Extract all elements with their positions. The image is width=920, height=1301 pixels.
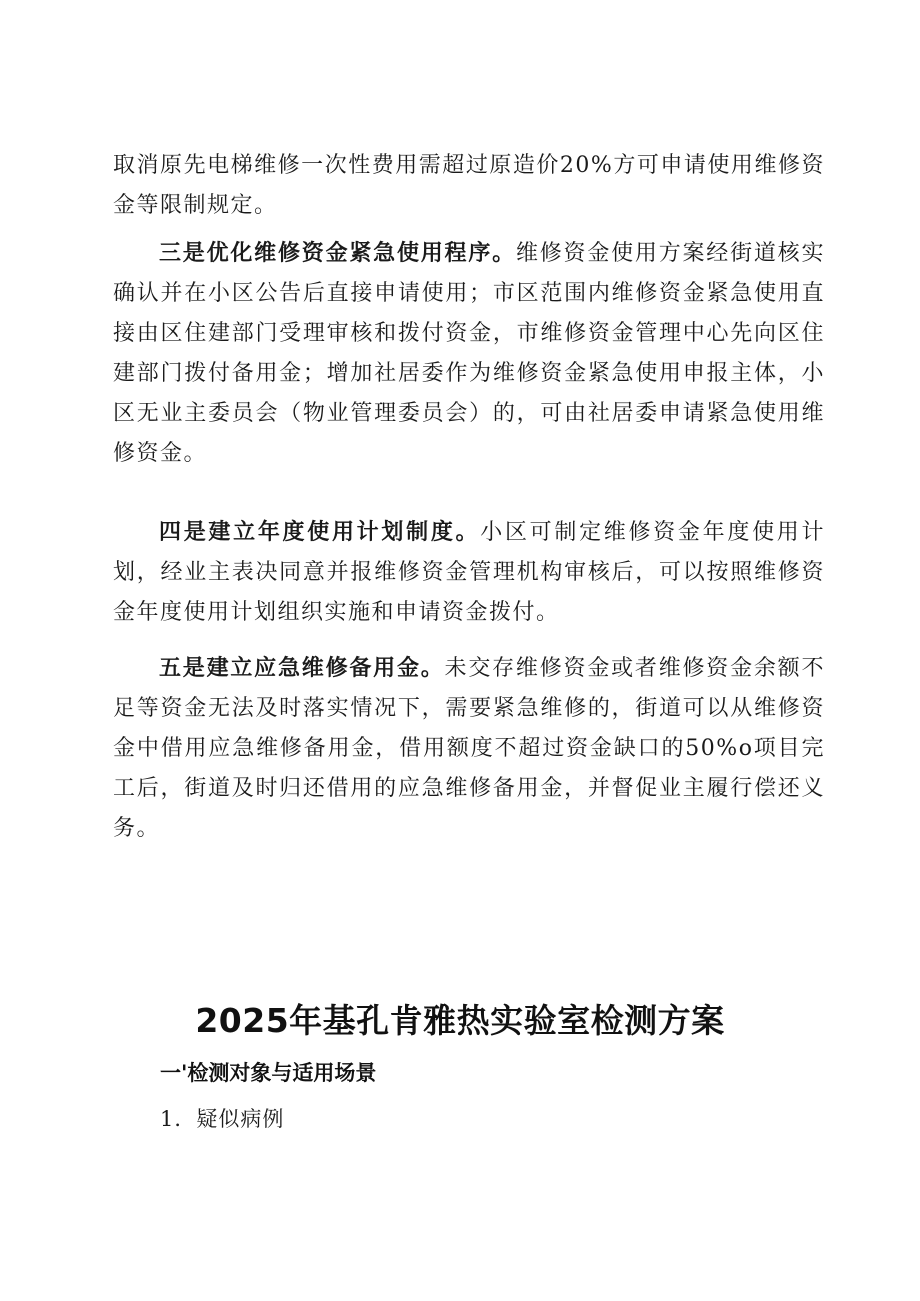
document-title: 2025年基孔肯雅热实验室检测方案 bbox=[195, 1001, 725, 1040]
measure-three bbox=[113, 234, 825, 474]
measure-four bbox=[113, 513, 825, 633]
measure-five bbox=[113, 649, 825, 849]
measure-lead: 四是建立年度使用计划制度。 bbox=[159, 520, 481, 545]
measure-body: 未交存维修资金或者维修资金余额不足等资金无法及时落实情况下，需要紧急维修的，街道可以从维修资金中借用应急维修备用金，借用额度不超过资金缺口的50%o项目完工后，街道及时归还借用的应急维修备用金，并督促业主履行偿还义务。 bbox=[113, 656, 825, 841]
measure-body: 维修资金使用方案经街道核实确认并在小区公告后直接申请使用；市区范围内维修资金紧急使用直接由区住建部门受理审核和拨付资金，市维修资金管理中心先向区住建部门拨付备用金；增加社居委作为维修资金紧急使用申报主体，小区无业主委员会（物业管理委员会）的，可由社居委申请紧急使用维修资金。 bbox=[113, 241, 825, 466]
measure-paragraph bbox=[113, 234, 825, 474]
measure-lead: 三是优化维修资金紧急使用程序。 bbox=[159, 241, 516, 266]
continuation-block bbox=[113, 146, 825, 226]
sub-item: 1．疑似病例 bbox=[160, 1107, 285, 1131]
measure-paragraph bbox=[113, 649, 825, 849]
measure-body: 小区可制定维修资金年度使用计划，经业主表决同意并报维修资金管理机构审核后，可以按照维修资金年度使用计划组织实施和申请资金拨付。 bbox=[113, 520, 825, 625]
measure-paragraph bbox=[113, 513, 825, 633]
continuation-paragraph: 取消原先电梯维修一次性费用需超过原造价20%方可申请使用维修资金等限制规定。 bbox=[113, 153, 825, 218]
section-heading: 一'检测对象与适用场景 bbox=[160, 1061, 377, 1085]
measure-lead: 五是建立应急维修备用金。 bbox=[159, 656, 445, 681]
